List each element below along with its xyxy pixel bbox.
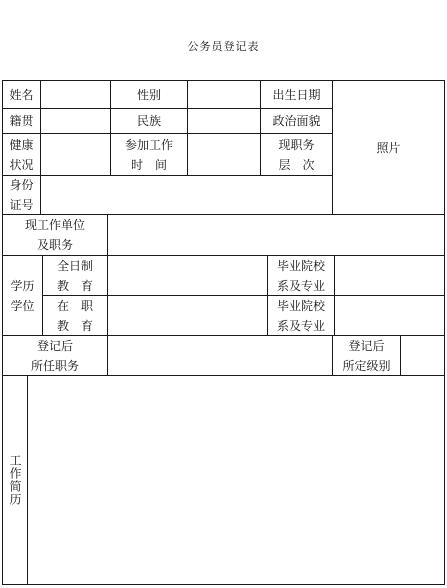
grid-line [444,80,445,585]
fulltime-education-label: 全日制 教 育 [56,258,93,293]
id-number-field[interactable] [41,176,332,214]
grid-line [2,584,445,585]
health-field[interactable] [41,134,110,175]
form-title: 公务员登记表 [187,40,260,53]
post-registration-level-label: 登记后 所定级别 [342,338,391,373]
work-start-field[interactable] [188,134,260,175]
work-resume-field[interactable] [28,376,444,584]
post-registration-position-label: 登记后 所任职务 [30,338,79,373]
inservice-education-field[interactable] [108,296,267,335]
name-label: 姓名 [9,87,34,102]
registration-form-table [2,80,445,585]
health-label: 健康 状况 [9,137,34,172]
education-label: 学历 学位 [10,278,35,313]
ethnicity-field[interactable] [188,109,260,133]
workplace-label: 现工作单位 及职务 [24,218,85,252]
inservice-school-field[interactable] [335,296,444,335]
photo-label: 照片 [376,140,401,155]
inservice-school-label: 毕业院校 系及专业 [276,298,325,333]
ethnicity-label: 民族 [136,114,161,128]
native-place-label: 籍贯 [9,114,34,128]
workplace-field[interactable] [108,215,444,255]
native-place-field[interactable] [41,109,110,133]
photo-area[interactable] [333,81,444,214]
birth-date-label: 出生日期 [272,87,321,102]
gender-label: 性别 [136,87,161,102]
inservice-education-label: 在 职 教 育 [56,298,93,333]
work-resume-label: 工作简历 [8,454,22,506]
fulltime-school-label: 毕业院校 系及专业 [276,258,325,293]
work-start-label: 参加工作 时 间 [124,137,173,172]
fulltime-education-field[interactable] [108,256,267,295]
fulltime-school-field[interactable] [335,256,444,295]
position-level-label: 现职务 层 次 [278,137,315,172]
political-status-label: 政治面貌 [272,114,321,128]
post-registration-level-field[interactable] [401,336,444,375]
name-field[interactable] [41,81,110,108]
gender-field[interactable] [188,81,260,108]
post-registration-position-field[interactable] [108,336,332,375]
id-number-label: 身份 证号 [9,178,34,212]
